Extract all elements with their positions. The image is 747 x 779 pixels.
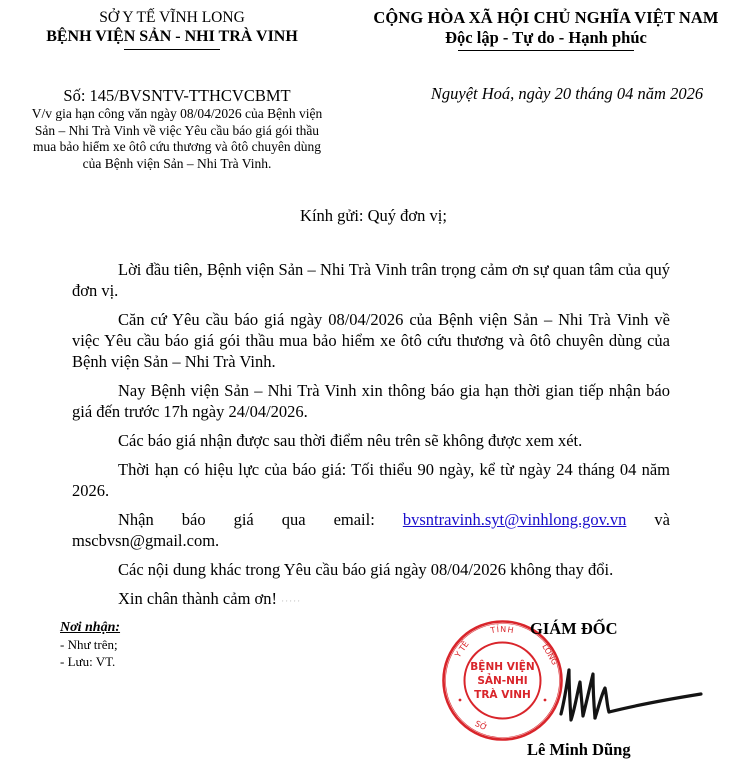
paragraph-email xyxy=(72,509,670,551)
motto-underline xyxy=(458,50,634,51)
email-word: báo xyxy=(181,510,206,529)
seal-line-2: SẢN-NHI xyxy=(477,675,528,687)
recipients-block xyxy=(60,619,120,670)
org-name: BỆNH VIỆN SẢN - NHI TRÀ VINH xyxy=(46,28,298,45)
email-and: và xyxy=(654,510,670,529)
subject-line: của Bệnh viện Sản – Nhi Trà Vinh. xyxy=(82,155,272,171)
org-parent: SỞ Y TẾ VĨNH LONG xyxy=(99,9,245,26)
paragraph-extension: Nay Bệnh viện Sản – Nhi Trà Vinh xin thông báo gia hạn thời gian tiếp nhận báo giá đến trước 17h ngày 24/04/2026. xyxy=(72,381,670,421)
email-link-hospital[interactable]: bvsntravinh.syt@vinhlong.gov.vn xyxy=(402,510,627,529)
header-national xyxy=(350,8,742,51)
paragraph-late-quotes: Các báo giá nhận được sau thời điểm nêu trên sẽ không được xem xét. xyxy=(118,431,583,450)
email-line xyxy=(72,509,670,530)
email-secondary: mscbvsn@gmail.com. xyxy=(72,531,220,550)
document-subject xyxy=(10,106,344,172)
org-underline xyxy=(124,49,220,50)
paragraph-validity: Thời hạn có hiệu lực của báo giá: Tối thiểu 90 ngày, kể từ ngày 24 tháng 04 năm 2026. xyxy=(72,460,670,500)
subject-line: Sản – Nhi Trà Vinh về việc Yêu cầu báo giá gói thầu xyxy=(34,122,320,138)
seal-ring-top: TỈNH xyxy=(489,624,516,636)
signer-name: Lê Minh Dũng xyxy=(527,740,631,759)
faint-dots: ····· xyxy=(281,596,302,606)
paragraph-closing xyxy=(72,588,670,612)
seal-ring-right: LONG xyxy=(540,642,560,667)
email-word: qua xyxy=(281,510,306,529)
paragraph-unchanged: Các nội dung khác trong Yêu cầu báo giá ngày 08/04/2026 không thay đổi. xyxy=(118,560,614,579)
motto: Độc lập - Tự do - Hạnh phúc xyxy=(445,28,647,47)
subject-line: V/v gia hạn công văn ngày 08/04/2026 của Bệnh viện xyxy=(31,106,323,121)
paragraph-basis: Căn cứ Yêu cầu báo giá ngày 08/04/2026 của Bệnh viện Sản – Nhi Trà Vinh về việc Yêu cầu báo giá gói thầu mua bảo hiểm xe ôtô cứu thương và ôtô chuyên dùng của Bệnh viện Sản – Nhi Trà Vinh. xyxy=(72,310,670,371)
place-date: Nguyệt Hoá, ngày 20 tháng 04 năm 2026 xyxy=(430,84,704,103)
seal-line-1: BỆNH VIỆN xyxy=(470,661,535,673)
subject-line: mua bảo hiểm xe ôtô cứu thương và ôtô chuyên dùng xyxy=(33,139,321,154)
recipients-title: Nơi nhận: xyxy=(60,620,121,635)
greeting: Kính gửi: Quý đơn vị; xyxy=(300,206,447,225)
paragraph-thanks: Lời đầu tiên, Bệnh viện Sản – Nhi Trà Vinh trân trọng cảm ơn sự quan tâm của quý đơn vị. xyxy=(72,260,670,300)
recipient-item: - Như trên; xyxy=(60,637,118,652)
recipient-item: - Lưu: VT. xyxy=(60,654,116,669)
handwritten-signature xyxy=(555,662,703,732)
closing-text: Xin chân thành cảm ơn! xyxy=(118,589,278,608)
email-word: email: xyxy=(333,510,375,529)
email-word: Nhận xyxy=(118,510,154,529)
letter-body xyxy=(72,259,670,620)
seal-ring-bottom: SỞ xyxy=(473,719,489,733)
nation-title: CỘNG HÒA XÃ HỘI CHỦ NGHĨA VIỆT NAM xyxy=(373,8,719,27)
seal-line-3: TRÀ VINH xyxy=(474,689,531,701)
seal-ring-left: Y TẾ xyxy=(453,639,471,660)
email-word: giá xyxy=(233,510,254,529)
signer-position: GIÁM ĐỐC xyxy=(530,619,618,638)
header-organization xyxy=(12,8,332,50)
document-number: Số: 145/BVSNTV-TTHCVCBMT xyxy=(63,86,291,105)
